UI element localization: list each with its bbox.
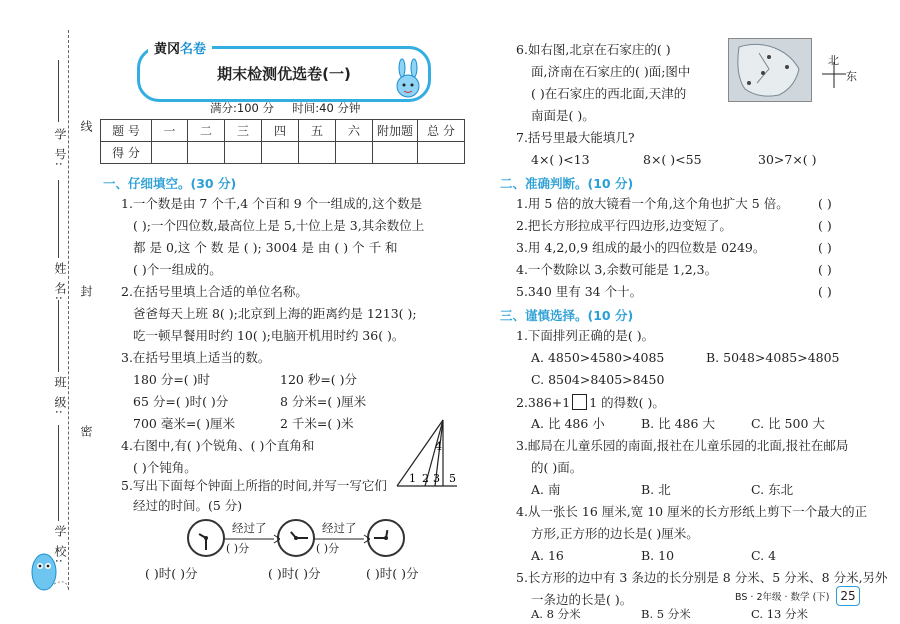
clock-answer[interactable]: ( )时( )分: [268, 566, 321, 581]
cut-mark-seal: 封: [79, 285, 93, 299]
choice4-option[interactable]: A. 16: [531, 548, 564, 563]
choice5-stem: 5.长方形的边中有 3 条边的长分别是 8 分米、5 分米、8 分米,另外: [516, 570, 888, 585]
score-header-cell: 二: [188, 120, 225, 142]
judge-blank[interactable]: ( ): [818, 262, 832, 277]
angle-label: 2: [422, 472, 429, 485]
elapsed-blank[interactable]: ( )分: [316, 542, 340, 555]
score-header-cell: 四: [262, 120, 299, 142]
judge-item: 2.把长方形拉成平行四边形,边变短了。: [516, 218, 732, 233]
clock-answer[interactable]: ( )时( )分: [145, 566, 198, 581]
class-field[interactable]: [58, 300, 59, 372]
judge-item: 4.一个数除以 3,余数可能是 1,2,3。: [516, 262, 718, 277]
q7-item: 30>7×( ): [758, 152, 817, 167]
region-map: [728, 38, 812, 102]
section2-heading: 二、准确判断。(10 分): [500, 176, 634, 191]
school-field[interactable]: [58, 425, 59, 521]
angle-label: 5: [449, 472, 456, 485]
q3-line: 3.在括号里填上适当的数。: [121, 350, 271, 365]
choice2-option[interactable]: A. 比 486 小: [531, 416, 605, 431]
q4-line: 4.右图中,有( )个锐角、( )个直角和: [121, 438, 315, 453]
q3-item: 700 毫米=( )厘米: [133, 416, 236, 431]
binding-cut-line: [68, 30, 69, 590]
judge-blank[interactable]: ( ): [818, 240, 832, 255]
q3-item: 65 分=( )时( )分: [133, 394, 229, 409]
score-cell[interactable]: [262, 142, 299, 164]
angle-label: 3: [433, 472, 440, 485]
angle-label: 4: [435, 440, 442, 453]
name-field[interactable]: [58, 180, 59, 258]
q3-item: 180 分=( )时: [133, 372, 211, 387]
choice2-stem: [516, 394, 665, 411]
clock-center: [294, 536, 298, 540]
q1-line: 1.一个数是由 7 个千,4 个百和 9 个一组成的,这个数是: [121, 196, 423, 211]
score-header-cell: 三: [225, 120, 262, 142]
brand-logo: [148, 38, 212, 58]
choice3-option[interactable]: B. 北: [641, 482, 671, 497]
choice2-stem-part1: 2.386+1: [516, 395, 571, 410]
q6-line: 6.如右图,北京在石家庄的( ): [516, 42, 671, 57]
judge-blank[interactable]: ( ): [818, 284, 832, 299]
choice3-option[interactable]: A. 南: [531, 482, 561, 497]
page-title: 期末检测优选卷(一): [217, 65, 351, 83]
q5-line: 经过的时间。(5 分): [133, 498, 243, 513]
q1-line: ( )个一组成的。: [133, 262, 222, 277]
judge-item: 3.用 4,2,0,9 组成的最小的四位数是 0249。: [516, 240, 766, 255]
choice5-option[interactable]: A. 8 分米: [531, 607, 581, 621]
elapsed-label: 经过了: [232, 521, 267, 535]
choice2-stem-part2: 1 的得数( )。: [589, 395, 665, 410]
score-cell[interactable]: [225, 142, 262, 164]
name-label: 姓 名:: [53, 262, 67, 302]
choice5-stem: 一条边的长是( )。: [531, 592, 633, 607]
digit-box[interactable]: [572, 394, 587, 410]
rabbit-mascot-icon: [386, 58, 430, 102]
score-header-cell: 题 号: [101, 120, 152, 142]
choice3-option[interactable]: C. 东北: [751, 482, 794, 497]
q3-item: 8 分米=( )厘米: [280, 394, 367, 409]
q6-line: 面,济南在石家庄的( )面;图中: [531, 64, 691, 79]
choice3-stem: 3.邮局在儿童乐园的南面,报社在儿童乐园的北面,报社在邮局: [516, 438, 849, 453]
choice2-option[interactable]: B. 比 486 大: [641, 416, 715, 431]
score-header-cell: 附加题: [373, 120, 418, 142]
elapsed-blank[interactable]: ( )分: [226, 542, 250, 555]
judge-item: 1.用 5 倍的放大镜看一个角,这个角也扩大 5 倍。: [516, 196, 789, 211]
choice3-stem: 的( )面。: [531, 460, 583, 475]
score-cell[interactable]: [188, 142, 225, 164]
q7-item: 4×( )<13: [531, 152, 590, 167]
section1-heading: 一、仔细填空。(30 分): [103, 176, 237, 191]
angle-figure: [395, 416, 461, 492]
q2-line: 2.在括号里填上合适的单位名称。: [121, 284, 308, 299]
judge-blank[interactable]: ( ): [818, 218, 832, 233]
q3-item: 120 秒=( )分: [280, 372, 358, 387]
cut-mark-line: 线: [79, 120, 93, 134]
clock-center: [384, 536, 388, 540]
clock-center: [204, 536, 208, 540]
choice4-option[interactable]: C. 4: [751, 548, 777, 563]
score-header-cell: 一: [152, 120, 188, 142]
compass-icon: [822, 62, 848, 88]
q2-line: 爸爸每天上班 8( );北京到上海的距离约是 1213( );: [133, 306, 417, 321]
q6-line: ( )在石家庄的西北面,天津的: [531, 86, 687, 101]
score-table-header-row: [101, 120, 465, 142]
score-cell[interactable]: [152, 142, 188, 164]
choice1-option[interactable]: C. 8504>8405>8450: [531, 372, 665, 387]
score-header-cell: 总 分: [418, 120, 465, 142]
mascot-illustration: [24, 540, 74, 596]
class-label: 班 级:: [53, 376, 67, 416]
angle-label: 1: [409, 472, 416, 485]
school-label: 学 校:: [53, 525, 67, 565]
clock-face: [187, 519, 225, 557]
q3-item: 2 千米=( )米: [280, 416, 354, 431]
full-score: 满分:100 分: [210, 101, 274, 115]
section3-heading: 三、谨慎选择。(10 分): [500, 308, 634, 323]
judge-item: 5.340 里有 34 个十。: [516, 284, 643, 299]
grade-label: BS · 2年级 · 数学 (下): [735, 592, 830, 603]
compass-north: 北: [828, 54, 839, 67]
choice1-option[interactable]: A. 4850>4580>4085: [531, 350, 665, 365]
choice1-option[interactable]: B. 5048>4085>4805: [706, 350, 840, 365]
student-no-label: 学 号:: [53, 128, 67, 168]
choice5-option[interactable]: B. 5 分米: [641, 607, 691, 621]
score-cell[interactable]: [373, 142, 418, 164]
choice4-option[interactable]: B. 10: [641, 548, 675, 563]
score-header-cell: 六: [336, 120, 373, 142]
clock-face: [367, 519, 405, 557]
elapsed-label: 经过了: [322, 521, 357, 535]
time-limit: 时间:40 分钟: [292, 101, 361, 115]
q7-line: 7.括号里最大能填几?: [516, 130, 635, 145]
logo-part1: 黄冈: [154, 42, 181, 57]
student-no-field[interactable]: [58, 60, 59, 122]
judge-blank[interactable]: ( ): [818, 196, 832, 211]
score-header-cell: 五: [299, 120, 336, 142]
score-cell[interactable]: [336, 142, 373, 164]
page-number: 25: [836, 586, 860, 606]
choice4-stem: 方形,正方形的边长是( )厘米。: [531, 526, 699, 541]
score-cell[interactable]: [299, 142, 336, 164]
logo-part2: 名卷: [180, 42, 207, 57]
exam-meta: [210, 100, 360, 116]
score-cell[interactable]: [418, 142, 465, 164]
q1-line: ( );一个四位数,最高位上是 5,十位上是 3,其余数位上: [133, 218, 425, 233]
q5-line: 5.写出下面每个钟面上所指的时间,并写一写它们: [121, 478, 387, 493]
q7-item: 8×( )<55: [643, 152, 702, 167]
compass-east: 东: [846, 70, 857, 83]
clock-answer[interactable]: ( )时( )分: [366, 566, 419, 581]
q6-line: 南面是( )。: [531, 108, 595, 123]
q1-line: 都 是 0,这 个 数 是 ( ); 3004 是 由 ( ) 个 千 和: [133, 240, 398, 255]
score-table-score-row: [101, 142, 465, 164]
choice1-stem: 1.下面排列正确的是( )。: [516, 328, 655, 343]
cut-mark-secret: 密: [79, 425, 93, 439]
score-row-label: 得 分: [101, 142, 152, 164]
q4-line: ( )个钝角。: [133, 460, 197, 475]
q2-line: 吃一顿早餐用时约 10( );电脑开机用时约 36( )。: [133, 328, 405, 343]
score-table: [100, 119, 465, 164]
clock-face: [277, 519, 315, 557]
choice4-stem: 4.从一张长 16 厘米,宽 10 厘米的长方形纸上剪下一个最大的正: [516, 504, 868, 519]
choice5-option[interactable]: C. 13 分米: [751, 607, 808, 621]
choice2-option[interactable]: C. 比 500 大: [751, 416, 825, 431]
